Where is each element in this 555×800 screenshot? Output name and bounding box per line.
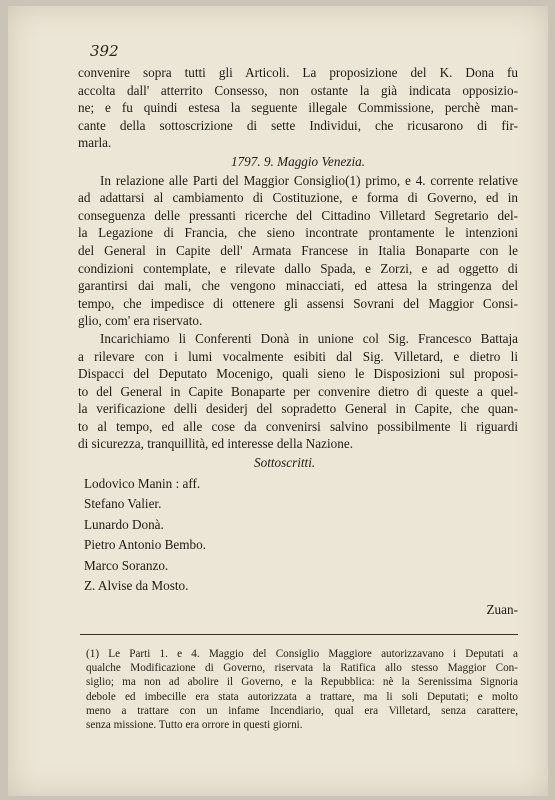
text-line: la Legazione di Francia, che sieno incontrate prontamente le intenzioni	[78, 225, 518, 241]
footnote-line: (1) Le Parti 1. e 4. Maggio del Consiglio Maggiore autorizzavano i Deputati a	[86, 648, 518, 660]
signatory: Lunardo Donà.	[84, 516, 164, 532]
catchword: Zuan-	[486, 601, 518, 617]
text-line: to al tempo, ed alle cose da convenirsi salvino possibilmente li riguardi	[78, 418, 518, 434]
footnote-line: senza missione. Tutto era orrore in questi giorni.	[86, 719, 303, 732]
dateline: 1797. 9. Maggio Venezia.	[230, 153, 366, 169]
signatory: Z. Alvise da Mosto.	[84, 578, 189, 594]
text-line: cante della sottoscrizione di sette Individui, che ricusarono di fir-	[78, 117, 518, 133]
text-line: accolta dall' atterrito Consesso, non ostante la già indicata opposizio-	[78, 82, 518, 98]
signatory: Pietro Antonio Bembo.	[84, 537, 206, 553]
footnote-line: meno a trattare con un infame Incendiario, qual era Villetard, senza carattere,	[86, 704, 518, 717]
book-page	[8, 6, 548, 796]
footnote-rule	[80, 634, 518, 635]
footnote-line: siglio; ma non ad abolire il Governo, e la Repubblica: nè la Serenissima Signoria	[86, 676, 518, 689]
signatory: Stefano Valier.	[84, 496, 162, 512]
footnote-line: debole ed imbecille era stata autorizzata a trattare, ma li soli Deputati; e molto	[86, 690, 518, 703]
signed-heading: Sottoscritti.	[254, 455, 316, 471]
text-line: In relazione alle Parti del Maggior Consiglio(1) primo, e 4. corrente relative	[100, 172, 518, 188]
text-line: convenire sopra tutti gli Articoli. La proposizione del K. Dona fu	[78, 65, 518, 80]
text-line: to del General in Capite Bonaparte per convenire dietro di queste a quel-	[78, 383, 518, 399]
page-number: 392	[90, 42, 119, 60]
text-line: condizioni contemplate, e rilevate dallo Spada, e Zorzi, e ad oggetto di	[78, 260, 518, 276]
text-line: tempo, che impedisce di ottenere gli assensi Sovrani del Maggior Consi-	[78, 295, 518, 311]
text-line: conseguenza delle pressanti ricerche del Cittadino Villetard Segretario del-	[78, 207, 518, 223]
main-text	[78, 64, 518, 618]
text-line: glio, com' era riservato.	[78, 313, 203, 329]
text-line: di sicurezza, tranquillità, ed interesse della Nazione.	[78, 436, 353, 452]
footnote	[86, 647, 518, 732]
signatory: Marco Soranzo.	[84, 557, 169, 573]
text-line: la verificazione delli desiderj del sopradetto General in Capite, che quan-	[78, 401, 518, 417]
text-line: Incarichiamo li Conferenti Donà in unione col Sig. Francesco Battaja	[100, 330, 518, 346]
text-line: a rilevare con i lumi vocalmente esibiti dal Sig. Villetard, e dietro li	[78, 348, 518, 364]
text-line: garantirsi dai mali, che vengono minacciati, ed attesa la stringenza del	[78, 278, 518, 294]
text-line: marla.	[78, 135, 112, 151]
signatory: Lodovico Manin : aff.	[84, 475, 201, 491]
footnote-line: qualche Modificazione di Governo, riservata la Ratifica allo stesso Maggior Con-	[86, 662, 518, 675]
text-line: ad adattarsi al cambiamento di Costituzione, e forma di Governo, ed in	[78, 190, 518, 206]
text-line: del General in Capite dell' Armata Francese in Italia Bonaparte con le	[78, 242, 518, 258]
text-line: ne; e fu quindi estesa la seguente illegale Commissione, perchè man-	[78, 100, 518, 116]
text-line: Dispacci del Deputato Mocenigo, quali sieno le Disposizioni sul proposi-	[78, 366, 518, 382]
